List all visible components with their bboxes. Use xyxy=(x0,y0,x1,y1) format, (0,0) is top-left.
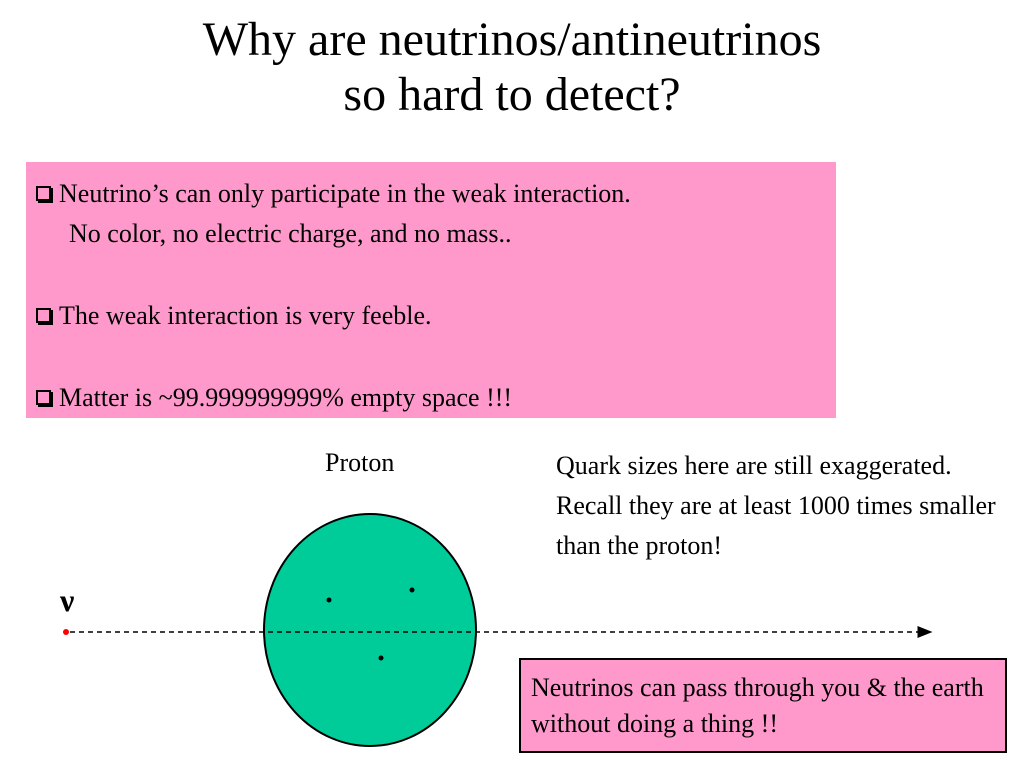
neutrino-dot xyxy=(63,629,69,635)
quark-size-note: Quark sizes here are still exaggerated. Recall they are at least 1000 times smaller than the proton! xyxy=(556,451,996,560)
proton-label: Proton xyxy=(325,448,395,477)
title-line-2: so hard to detect? xyxy=(343,68,681,121)
quark-dot xyxy=(410,588,415,593)
proton-circle xyxy=(264,514,476,746)
bullet-text: Neutrino’s can only participate in the weak interaction. xyxy=(59,179,631,208)
quark-dot xyxy=(327,598,332,603)
title-line-1: Why are neutrinos/antineutrinos xyxy=(202,13,822,66)
bullet-text: The weak interaction is very feeble. xyxy=(59,301,432,330)
bullet-text: Matter is ~99.999999999% empty space !!! xyxy=(59,383,513,412)
callout-box xyxy=(519,658,1007,753)
neutrino-symbol: ν xyxy=(60,582,75,618)
bullet-text-continuation: No color, no electric charge, and no mass.. xyxy=(69,219,512,248)
quark-dot xyxy=(379,656,384,661)
callout-text: Neutrinos can pass through you & the earth without doing a thing !! xyxy=(531,673,984,738)
